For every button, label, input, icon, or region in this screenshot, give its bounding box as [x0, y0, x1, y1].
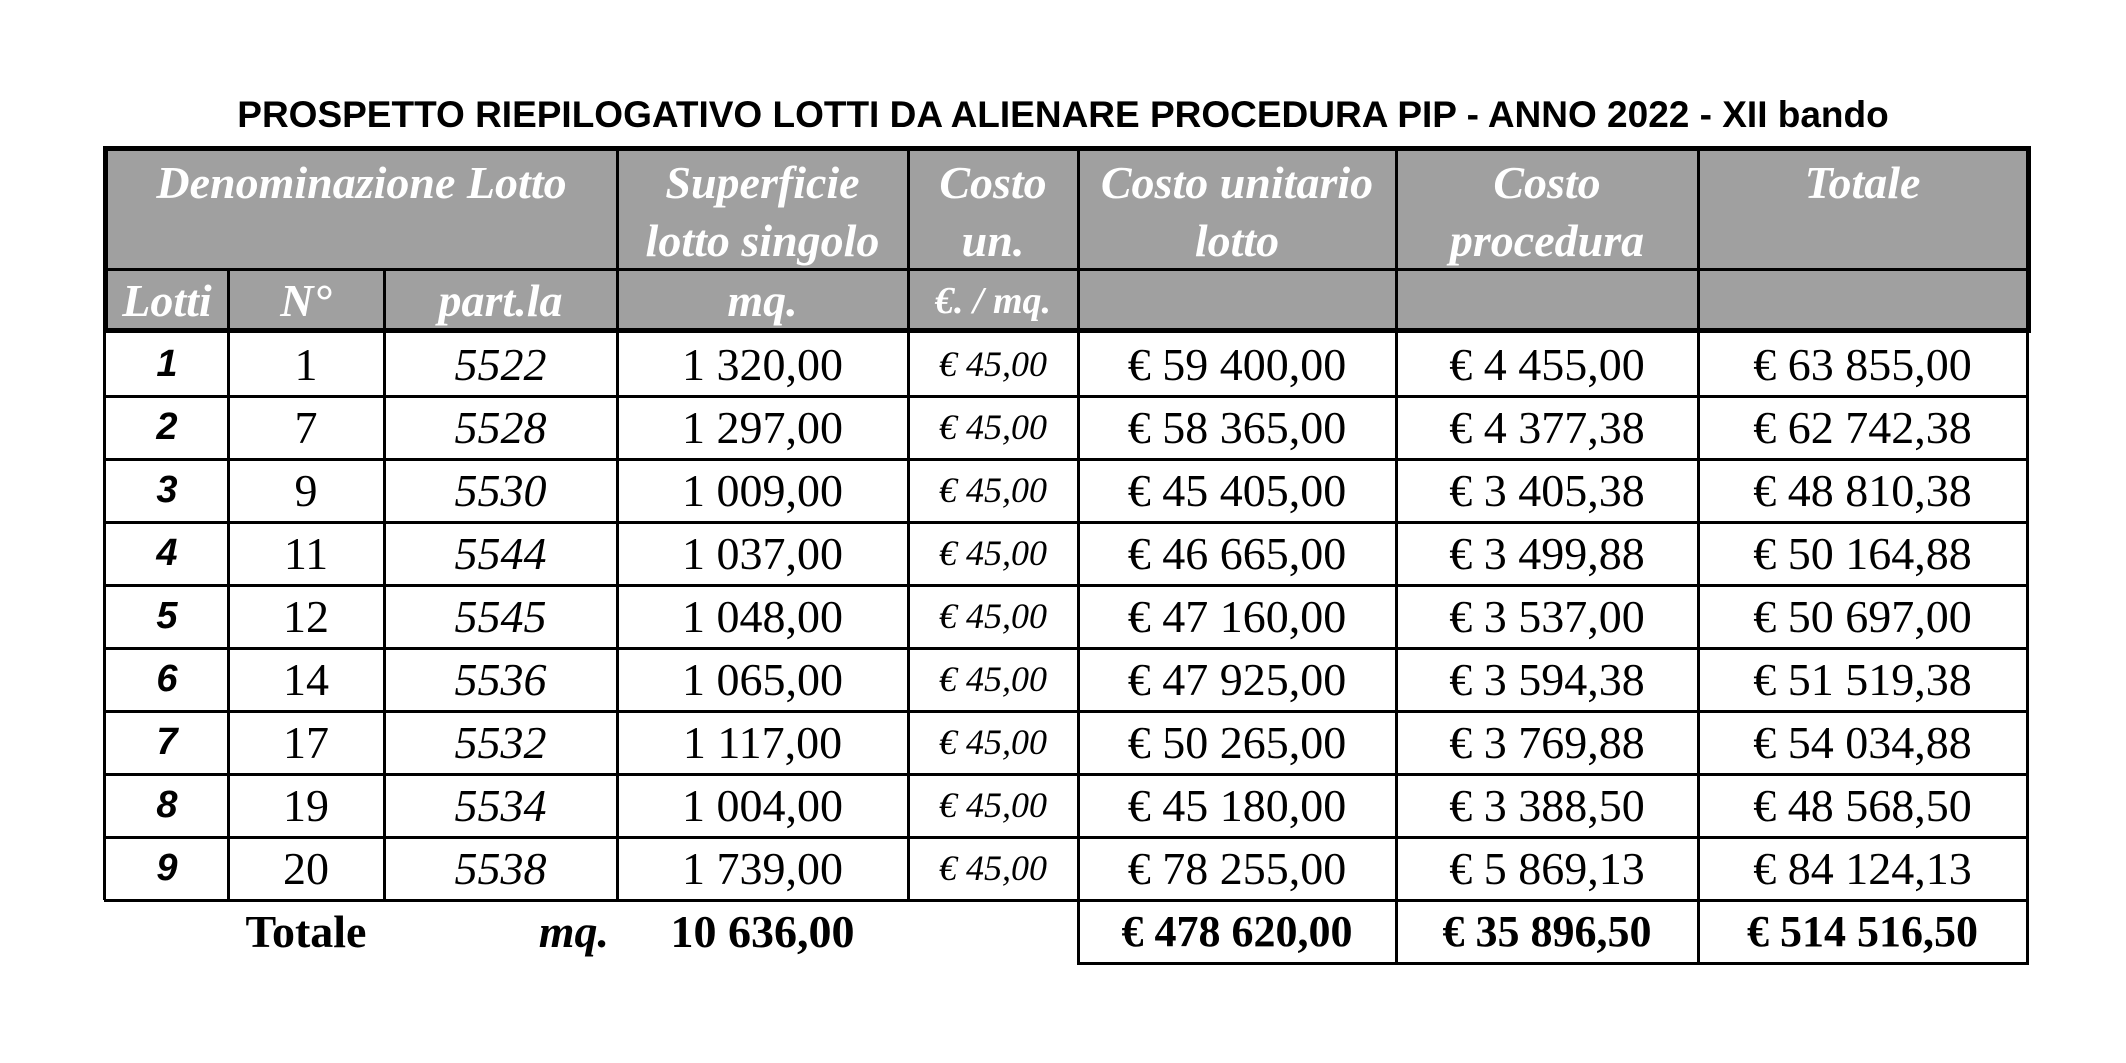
cell-numero-text: 17 — [283, 717, 329, 768]
totals-totale-value: € 514 516,50 — [1747, 906, 1978, 956]
cell-costo-procedura-text: € 3 388,50 — [1449, 780, 1645, 831]
cell-superficie — [617, 711, 908, 774]
totals-mq-label — [470, 900, 617, 962]
cell-costo-lotto — [1078, 585, 1396, 648]
cell-costo-procedura — [1396, 648, 1698, 711]
cell-costo-un — [908, 585, 1078, 648]
header-superficie — [617, 150, 908, 268]
cell-particella-text: 5528 — [454, 402, 547, 453]
header-costo-un — [908, 150, 1078, 268]
cell-costo-un — [908, 522, 1078, 585]
totals-costo-lotto-value: € 478 620,00 — [1121, 906, 1353, 956]
cell-costo-lotto — [1078, 396, 1396, 459]
cell-totale-text: € 62 742,38 — [1753, 402, 1972, 453]
grid-line — [227, 268, 230, 330]
cell-particella — [384, 459, 617, 522]
cell-costo-lotto-text: € 59 400,00 — [1127, 339, 1347, 390]
cell-superficie — [617, 459, 908, 522]
totals-costo-procedura — [1396, 900, 1698, 962]
cell-numero-text: 7 — [294, 402, 318, 453]
cell-costo-un — [908, 648, 1078, 711]
cell-lotto — [106, 396, 228, 459]
cell-particella-text: 5534 — [454, 780, 547, 831]
grid-line — [103, 333, 106, 900]
cell-particella — [384, 522, 617, 585]
grid-line — [2026, 900, 2029, 964]
grid-line — [103, 146, 108, 332]
cell-costo-lotto — [1078, 774, 1396, 837]
grid-line — [1697, 333, 1700, 900]
cell-costo-lotto-text: € 78 255,00 — [1127, 843, 1347, 894]
cell-costo-lotto — [1078, 333, 1396, 396]
header-lotti — [106, 271, 228, 331]
cell-lotto — [106, 522, 228, 585]
cell-particella — [384, 774, 617, 837]
cell-particella-text: 5530 — [454, 465, 547, 516]
cell-lotto-text: 7 — [156, 721, 178, 763]
cell-superficie-text: 1 004,00 — [682, 780, 843, 831]
cell-superficie-text: 1 297,00 — [682, 402, 843, 453]
grid-line — [104, 836, 2028, 839]
grid-line — [103, 146, 2031, 151]
cell-costo-procedura — [1396, 522, 1698, 585]
cell-superficie-text: 1 739,00 — [682, 843, 843, 894]
cell-costo-un-text: € 45,00 — [939, 848, 1047, 888]
cell-lotto-text: 4 — [156, 532, 178, 574]
cell-particella — [384, 837, 617, 900]
cell-numero-text: 9 — [294, 465, 318, 516]
cell-costo-procedura-text: € 4 455,00 — [1449, 339, 1645, 390]
grid-line — [1395, 900, 1398, 964]
cell-costo-procedura — [1396, 711, 1698, 774]
cell-costo-un-text: € 45,00 — [939, 407, 1047, 447]
cell-particella-text: 5544 — [454, 528, 547, 579]
totals-superficie — [617, 900, 908, 962]
cell-lotto-text: 9 — [156, 847, 178, 889]
cell-costo-un-text: € 45,00 — [939, 344, 1047, 384]
header-costo-un-line2: un. — [961, 215, 1025, 266]
cell-superficie — [617, 585, 908, 648]
cell-costo-procedura-text: € 5 869,13 — [1449, 843, 1645, 894]
header-superficie-line1: Superficie — [665, 157, 860, 208]
cell-totale-text: € 50 164,88 — [1753, 528, 1972, 579]
cell-totale-text: € 48 568,50 — [1753, 780, 1972, 831]
grid-line — [104, 458, 2028, 461]
header-partla — [384, 271, 617, 331]
grid-line — [1697, 150, 1700, 330]
grid-line — [104, 710, 2028, 713]
cell-costo-un — [908, 837, 1078, 900]
cell-costo-un-text: € 45,00 — [939, 659, 1047, 699]
cell-totale — [1698, 711, 2027, 774]
cell-costo-lotto-text: € 47 925,00 — [1127, 654, 1347, 705]
grid-line — [104, 899, 2028, 902]
cell-superficie-text: 1 065,00 — [682, 654, 843, 705]
cell-totale — [1698, 585, 2027, 648]
cell-costo-lotto-text: € 50 265,00 — [1127, 717, 1347, 768]
cell-costo-procedura-text: € 3 769,88 — [1449, 717, 1645, 768]
cell-costo-procedura — [1396, 396, 1698, 459]
cell-costo-procedura-text: € 4 377,38 — [1449, 402, 1645, 453]
totals-label-text: Totale — [245, 905, 367, 957]
cell-costo-un — [908, 396, 1078, 459]
cell-totale-text: € 54 034,88 — [1753, 717, 1972, 768]
cell-totale — [1698, 837, 2027, 900]
cell-lotto-text: 2 — [156, 406, 178, 448]
page-title: PROSPETTO RIEPILOGATIVO LOTTI DA ALIENARE PROCEDURA PIP - ANNO 2022 - XII bando — [237, 94, 1889, 135]
cell-costo-procedura — [1396, 333, 1698, 396]
header-euro-mq-label: €. / mq. — [934, 280, 1052, 322]
grid-line — [104, 773, 2028, 776]
cell-costo-lotto — [1078, 459, 1396, 522]
cell-totale — [1698, 459, 2027, 522]
cell-superficie — [617, 396, 908, 459]
grid-line — [1077, 900, 1080, 964]
header-empty-costo-procedura — [1396, 271, 1698, 331]
header-costo-procedura — [1396, 150, 1698, 268]
grid-line — [1697, 900, 1700, 964]
header-denominazione-lotto — [106, 150, 617, 268]
header-totale-label: Totale — [1804, 157, 1921, 208]
header-lotti-label: Lotti — [122, 275, 212, 326]
cell-numero-text: 20 — [283, 843, 329, 894]
cell-particella — [384, 333, 617, 396]
cell-numero-text: 19 — [283, 780, 329, 831]
cell-costo-lotto-text: € 58 365,00 — [1127, 402, 1347, 453]
grid-line — [1077, 333, 1080, 900]
cell-numero-text: 11 — [283, 528, 329, 579]
cell-costo-procedura-text: € 3 594,38 — [1449, 654, 1645, 705]
cell-superficie — [617, 648, 908, 711]
grid-line — [104, 584, 2028, 587]
cell-costo-procedura — [1396, 585, 1698, 648]
header-numero-label: N° — [280, 275, 332, 326]
grid-line — [106, 268, 2028, 271]
cell-superficie-text: 1 037,00 — [682, 528, 843, 579]
cell-costo-lotto — [1078, 837, 1396, 900]
cell-superficie-text: 1 117,00 — [682, 717, 843, 768]
cell-numero — [228, 711, 384, 774]
header-costo-un-line1: Costo — [939, 157, 1047, 208]
cell-numero — [228, 648, 384, 711]
grid-line — [1077, 150, 1080, 330]
cell-costo-lotto — [1078, 648, 1396, 711]
header-mq-label: mq. — [727, 275, 798, 326]
cell-particella-text: 5522 — [454, 339, 547, 390]
cell-totale-text: € 48 810,38 — [1753, 465, 1972, 516]
cell-superficie — [617, 333, 908, 396]
cell-lotto — [106, 585, 228, 648]
cell-particella-text: 5532 — [454, 717, 547, 768]
cell-numero — [228, 774, 384, 837]
cell-totale — [1698, 648, 2027, 711]
cell-costo-procedura-text: € 3 537,00 — [1449, 591, 1645, 642]
cell-particella-text: 5536 — [454, 654, 547, 705]
grid-line — [383, 268, 386, 330]
cell-lotto — [106, 837, 228, 900]
cell-totale-text: € 50 697,00 — [1753, 591, 1972, 642]
cell-numero — [228, 585, 384, 648]
cell-superficie — [617, 774, 908, 837]
cell-particella — [384, 396, 617, 459]
cell-numero — [228, 333, 384, 396]
grid-line — [104, 395, 2028, 398]
cell-lotto-text: 6 — [156, 658, 178, 700]
header-totale — [1698, 150, 2027, 268]
header-numero — [228, 271, 384, 331]
totals-totale — [1698, 900, 2027, 962]
cell-costo-un — [908, 459, 1078, 522]
grid-line — [383, 333, 386, 900]
cell-costo-lotto — [1078, 711, 1396, 774]
cell-totale — [1698, 396, 2027, 459]
totals-costo-lotto — [1078, 900, 1396, 962]
cell-particella — [384, 711, 617, 774]
cell-superficie-text: 1 320,00 — [682, 339, 843, 390]
cell-costo-procedura-text: € 3 405,38 — [1449, 465, 1645, 516]
grid-line — [907, 150, 910, 330]
cell-superficie-text: 1 048,00 — [682, 591, 843, 642]
grid-line — [104, 647, 2028, 650]
grid-line — [103, 328, 2031, 333]
grid-line — [907, 333, 910, 900]
cell-costo-lotto-text: € 47 160,00 — [1127, 591, 1347, 642]
cell-numero-text: 12 — [283, 591, 329, 642]
cell-numero-text: 1 — [294, 339, 318, 390]
cell-lotto — [106, 711, 228, 774]
cell-costo-procedura — [1396, 459, 1698, 522]
cell-lotto-text: 5 — [156, 595, 178, 637]
header-empty-totale — [1698, 271, 2027, 331]
cell-costo-procedura-text: € 3 499,88 — [1449, 528, 1645, 579]
header-costo-unitario-lotto — [1078, 150, 1396, 268]
grid-line — [1077, 962, 2029, 965]
grid-line — [227, 333, 230, 900]
cell-totale — [1698, 774, 2027, 837]
cell-superficie — [617, 837, 908, 900]
cell-costo-un-text: € 45,00 — [939, 533, 1047, 573]
grid-line — [616, 333, 619, 900]
cell-numero — [228, 522, 384, 585]
cell-costo-procedura — [1396, 837, 1698, 900]
header-costo-procedura-line1: Costo — [1493, 157, 1601, 208]
cell-particella-text: 5545 — [454, 591, 547, 642]
grid-line — [104, 521, 2028, 524]
cell-numero — [228, 837, 384, 900]
grid-line — [616, 150, 619, 330]
header-partla-label: part.la — [438, 275, 563, 326]
header-superficie-line2: lotto singolo — [645, 215, 880, 266]
header-empty-costo-unitario — [1078, 271, 1396, 331]
cell-particella-text: 5538 — [454, 843, 547, 894]
cell-costo-un-text: € 45,00 — [939, 785, 1047, 825]
totals-superficie-value: 10 636,00 — [670, 905, 855, 957]
cell-numero — [228, 396, 384, 459]
totals-label — [228, 900, 384, 962]
header-costo-unitario-line2: lotto — [1194, 215, 1280, 266]
cell-costo-lotto — [1078, 522, 1396, 585]
header-costo-unitario-line1: Costo unitario — [1100, 157, 1374, 208]
grid-line — [2026, 146, 2031, 332]
cell-lotto — [106, 459, 228, 522]
cell-lotto-text: 1 — [156, 343, 178, 385]
cell-totale — [1698, 522, 2027, 585]
cell-lotto — [106, 774, 228, 837]
cell-costo-procedura — [1396, 774, 1698, 837]
grid-line — [2026, 333, 2029, 900]
cell-costo-un-text: € 45,00 — [939, 470, 1047, 510]
header-denominazione-label: Denominazione Lotto — [156, 157, 567, 208]
cell-costo-un-text: € 45,00 — [939, 596, 1047, 636]
cell-lotto — [106, 333, 228, 396]
cell-costo-un — [908, 774, 1078, 837]
cell-particella — [384, 585, 617, 648]
totals-mq-label-text: mq. — [538, 905, 609, 957]
cell-costo-lotto-text: € 46 665,00 — [1127, 528, 1347, 579]
grid-line — [1395, 150, 1398, 330]
header-costo-procedura-line2: procedura — [1449, 215, 1645, 266]
cell-lotto-text: 8 — [156, 784, 178, 826]
cell-numero-text: 14 — [283, 654, 329, 705]
cell-costo-lotto-text: € 45 180,00 — [1127, 780, 1347, 831]
cell-costo-un — [908, 333, 1078, 396]
cell-lotto — [106, 648, 228, 711]
cell-costo-lotto-text: € 45 405,00 — [1127, 465, 1347, 516]
cell-totale-text: € 51 519,38 — [1753, 654, 1972, 705]
cell-superficie-text: 1 009,00 — [682, 465, 843, 516]
cell-totale — [1698, 333, 2027, 396]
cell-lotto-text: 3 — [156, 469, 178, 511]
header-euro-mq — [908, 271, 1078, 331]
cell-totale-text: € 84 124,13 — [1753, 843, 1972, 894]
totals-costo-procedura-value: € 35 896,50 — [1442, 906, 1652, 956]
cell-superficie — [617, 522, 908, 585]
cell-costo-un — [908, 711, 1078, 774]
cell-totale-text: € 63 855,00 — [1753, 339, 1972, 390]
cell-numero — [228, 459, 384, 522]
grid-line — [1395, 333, 1398, 900]
header-mq — [617, 271, 908, 331]
cell-costo-un-text: € 45,00 — [939, 722, 1047, 762]
cell-particella — [384, 648, 617, 711]
